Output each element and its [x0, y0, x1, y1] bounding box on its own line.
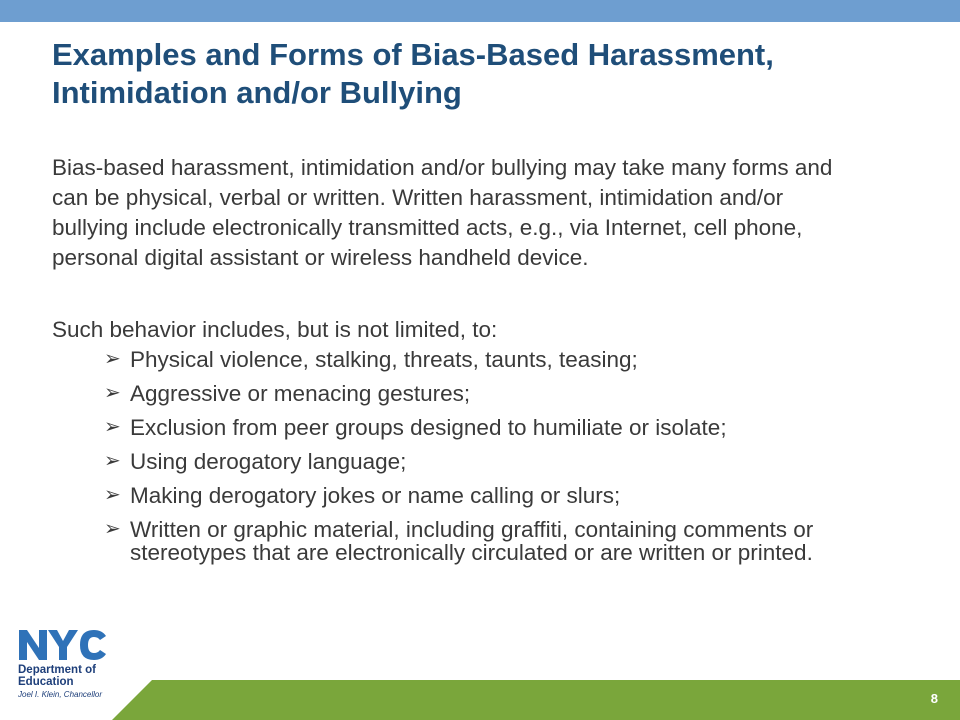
list-item [104, 518, 844, 564]
slide-title: Examples and Forms of Bias-Based Harassment, Intimidation and/or Bullying [52, 37, 774, 110]
arrow-bullet-icon: ➢ [104, 416, 121, 438]
list-item-text: Using derogatory language; [130, 449, 407, 474]
logo-department: Department of Education [18, 664, 96, 688]
bottom-accent-bar [0, 680, 960, 720]
list-item [104, 348, 844, 371]
arrow-bullet-icon: ➢ [104, 518, 121, 540]
list-intro: Such behavior includes, but is not limited, to: [52, 317, 498, 342]
arrow-bullet-icon: ➢ [104, 348, 121, 370]
nyc-logo-icon [18, 626, 110, 662]
list-item [104, 382, 844, 405]
arrow-bullet-icon: ➢ [104, 484, 121, 506]
list-item [104, 416, 844, 439]
list-item-text: Aggressive or menacing gestures; [130, 381, 471, 406]
logo-chancellor: Joel I. Klein, Chancellor [18, 690, 103, 699]
behavior-list [104, 348, 844, 575]
arrow-bullet-icon: ➢ [104, 382, 121, 404]
top-accent-bar [0, 0, 960, 22]
page-number: 8 [930, 691, 938, 706]
list-item-text: Written or graphic material, including graffiti, containing comments or stereotypes that are electronically circulated or are written or printed. [130, 517, 814, 565]
list-item [104, 450, 844, 473]
list-item-text: Exclusion from peer groups designed to humiliate or isolate; [130, 415, 727, 440]
list-item-text: Making derogatory jokes or name calling or slurs; [130, 483, 621, 508]
list-item [104, 484, 844, 507]
arrow-bullet-icon: ➢ [104, 450, 121, 472]
intro-paragraph: Bias-based harassment, intimidation and/or bullying may take many forms and can be physical, verbal or written. Written harassment, intimidation and/or bullying include electronically transmitted acts, e.g., via Internet, cell phone, personal digital assistant or wireless handheld device. [52, 155, 833, 270]
list-item-text: Physical violence, stalking, threats, taunts, teasing; [130, 347, 638, 372]
